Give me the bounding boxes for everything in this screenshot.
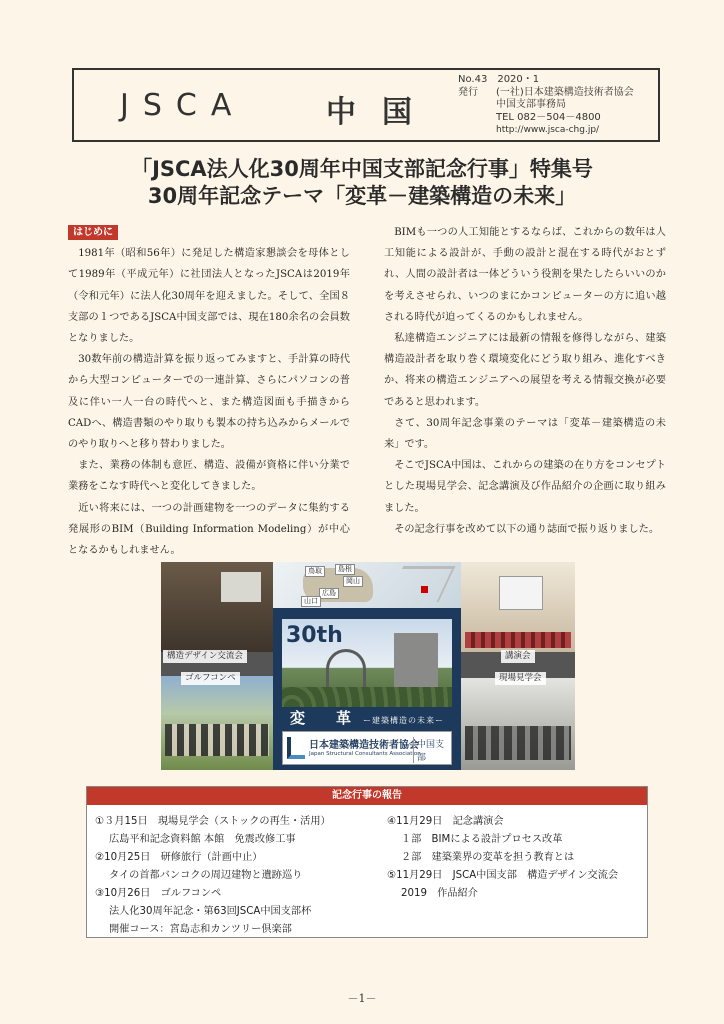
caption-site-visit: 現場見学会 <box>495 672 546 685</box>
org-branch: 中国支部 <box>413 737 451 763</box>
hero-subtitle: ー建築構造の未来ー <box>363 716 444 725</box>
paragraph: 30数年前の構造計算を振り返ってみますと、手計算の時代から大型コンピューターでの一連計算、さらにパソコンの普及に伴い一人一台の時代へと、また構造図面も手描きからCADへ、構造書類のやり取りも製本の持ち込みからメールでのやり取りへと移り替わりました。 <box>68 354 350 451</box>
paragraph: 私達構造エンジニアには最新の情報を修得しながら、建築構造設計者を取り巻く環境変化にどう取り組み、進化すべきか、将来の構造エンジニアへの展望を考える情報交換が必要であると思われます。 <box>384 333 666 408</box>
photo-lecture <box>461 562 575 652</box>
masthead <box>72 68 660 142</box>
paragraph: BIMも一つの人工知能とするならば、これからの数年は人工知能による設計が、手動の設計と混在する時代がおとずれ、人間の設計者は一体どういう役割を果たしたらいいのかを考えさせられ、いつのまにかコンピューターの方に追い越される時代が迫ってくるのかもしれません。 <box>384 227 666 323</box>
masthead-chugoku: 中国 <box>326 95 438 130</box>
paragraph: また、業務の体制も意匠、構造、設備が資格に伴い分業で業務をこなす時代へと変化してきました。 <box>68 460 350 493</box>
report-title: 記念行事の報告 <box>87 787 647 805</box>
report-left-list <box>95 813 385 939</box>
office-url[interactable]: http://www.jsca-chg.jp/ <box>496 125 600 135</box>
publisher-name: (一社)日本建築構造技術者協会 <box>496 86 634 98</box>
issue-number: No.43 2020・1 <box>458 74 540 85</box>
paragraph: その記念行事を改めて以下の通り誌面で振り返りました。 <box>394 523 660 535</box>
jsca-logo <box>282 731 452 765</box>
report-item: ④11月29日 記念講演会 <box>387 816 504 827</box>
building <box>394 633 438 689</box>
intro-badge: はじめに <box>68 225 118 240</box>
report-item: 開催コース：宮島志和カンツリー倶楽部 <box>109 924 292 935</box>
photo-site-visit <box>461 678 575 770</box>
headline-line1: 「JSCA法人化30周年中国支部記念行事」特集号 <box>131 157 593 181</box>
jsca-mark-icon <box>287 737 305 759</box>
article-right-column <box>384 222 666 540</box>
report-right-list <box>387 813 645 903</box>
caption-lecture: 講演会 <box>501 650 535 663</box>
report-item: 2019 作品紹介 <box>401 888 478 899</box>
report-item: ①３月15日 現場見学会（ストックの再生・活用） <box>95 816 331 827</box>
masthead-info <box>458 74 634 137</box>
map-label: 鳥取 <box>305 566 325 577</box>
org-name-en: Japan Structural Consultants Association <box>309 751 421 757</box>
masthead-jsca: JSCA <box>120 88 246 123</box>
report-item: ⑤11月29日 JSCA中国支部 構造デザイン交流会 <box>387 870 619 881</box>
paragraph: さて、30周年記念事業のテーマは「変革－建築構造の未来」です。 <box>384 417 666 451</box>
chugoku-map <box>273 562 461 608</box>
report-item: タイの首都バンコクの周辺建物と遺跡巡り <box>109 870 303 881</box>
photo-golf <box>161 676 273 770</box>
report-item: ③10月26日 ゴルフコンペ <box>95 888 222 899</box>
report-item: ２部 建築業界の変革を担う教育とは <box>401 852 575 863</box>
report-item: 法人化30周年記念・第63回JSCA中国支部杯 <box>109 906 312 917</box>
headline-line2: 30周年記念テーマ「変革－建築構造の未来」 <box>147 184 577 208</box>
caption-golf: ゴルフコンペ <box>181 672 240 685</box>
paragraph: 1981年（昭和56年）に発足した構造家懇談会を母体として1989年（平成元年）に社団法人となったJSCAは2019年（令和元年）に法人化30周年を迎えました。そして、全国８支部の１つであるJSCA中国支部では、現在180余名の会員数となりました。 <box>68 248 350 345</box>
hero-image <box>273 608 461 770</box>
hero-title: 変 革 <box>289 709 359 727</box>
event-report-box <box>86 786 648 938</box>
map-label: 岡山 <box>343 576 363 587</box>
office-name: 中国支部事務局 <box>496 99 566 110</box>
atomic-dome <box>326 649 366 689</box>
paragraph: そこでJSCA中国は、これからの建築の在り方をコンセプトとした現場見学会、記念講演及び作品紹介の企画に取り組みました。 <box>384 460 666 514</box>
map-label: 広島 <box>319 588 339 599</box>
publisher-label: 発行 <box>458 86 478 98</box>
map-label: 島根 <box>335 564 355 575</box>
anniversary-poster <box>273 562 461 770</box>
report-item: ②10月25日 研修旅行（計画中止） <box>95 852 263 863</box>
office-tel: TEL 082－504－4800 <box>496 111 601 123</box>
report-item: 広島平和記念資料館 本館 免震改修工事 <box>109 834 296 845</box>
org-name: 日本建築構造技術者協会 <box>309 740 419 751</box>
map-label: 山口 <box>301 596 321 607</box>
page-number: －1－ <box>347 992 377 1005</box>
article-left-column <box>68 222 350 561</box>
paragraph: 近い将来には、一つの計画建物を一つのデータに集約する発展形のBIM（Building Information Modeling）が中心となるかもしれません。 <box>68 502 350 557</box>
caption-design-exchange: 構造デザイン交流会 <box>163 650 247 663</box>
report-item: １部 BIMによる設計プロセス改革 <box>401 834 563 845</box>
anniversary-logo: 30th <box>286 623 343 648</box>
photo-collage <box>161 562 575 770</box>
photo-design-exchange <box>161 562 273 652</box>
